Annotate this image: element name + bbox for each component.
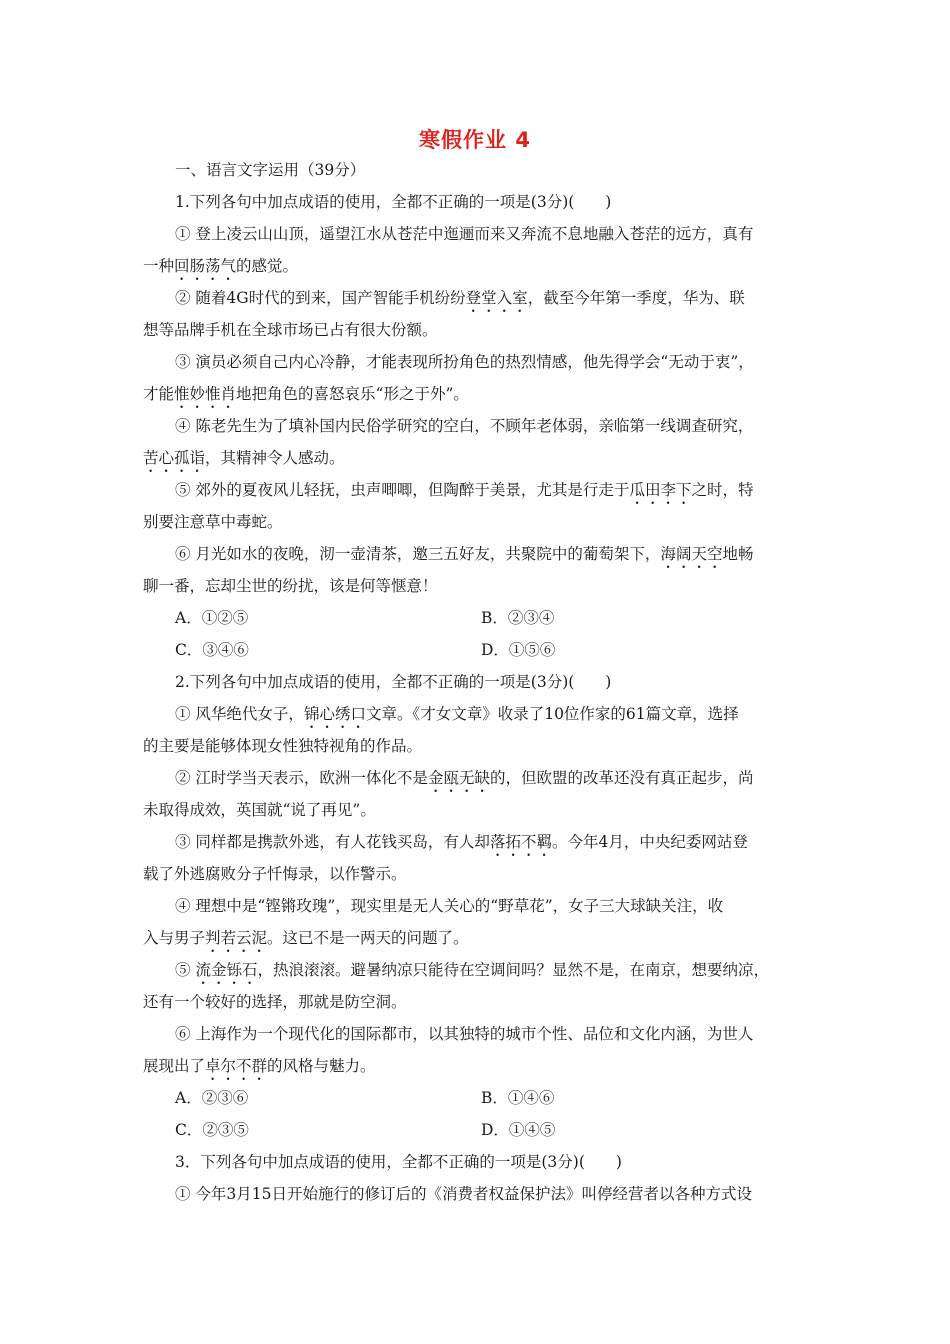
q2-s2-line2: 未取得成效，英国就“说了再见”。 <box>143 801 376 819</box>
q2-s3-line1: ③ 同样都是携款外逃，有人花钱买岛，有人却落拓不羁。今年4月，中央纪委网站登 <box>175 833 748 851</box>
q2-option-a: A．②③⑥ <box>175 1089 249 1107</box>
emphasized-idiom: 锦心绣口 <box>303 705 366 723</box>
q1-s1-line2: 一种回肠荡气的感觉。 <box>143 257 299 275</box>
q2-s6-line2: 展现出了卓尔不群的风格与魅力。 <box>143 1057 376 1075</box>
q1-option-d: D．①⑤⑥ <box>481 641 556 659</box>
emphasized-idiom: 惟妙惟肖 <box>174 385 237 403</box>
q2-s1-line2: 的主要是能够体现女性独特视角的作品。 <box>143 737 423 755</box>
q1-s2-line2: 想等品牌手机在全球市场已占有很大份额。 <box>143 321 438 339</box>
emphasized-idiom: 落拓不羁 <box>489 833 552 851</box>
q1-s5-line2: 别要注意草中毒蛇。 <box>143 513 283 531</box>
q1-option-a: A．①②⑤ <box>175 609 249 627</box>
q1-s4-line2: 苦心孤诣，其精神令人感动。 <box>143 449 345 467</box>
q1-s3-line2: 才能惟妙惟肖地把角色的喜怒哀乐“形之于外”。 <box>143 385 469 403</box>
q3-s1-line1: ① 今年3月15日开始施行的修订后的《消费者权益保护法》叫停经营者以各种方式设 <box>175 1185 753 1203</box>
page-title: 寒假作业 4 <box>419 128 531 152</box>
emphasized-idiom: 判若云泥 <box>205 929 268 947</box>
q2-stem: 2.下列各句中加点成语的使用，全都不正确的一项是(3分)( ) <box>175 673 612 691</box>
q1-option-b: B．②③④ <box>481 609 555 627</box>
emphasized-idiom: 瓜田李下 <box>629 481 692 499</box>
q1-s2-line1: ② 随着4G时代的到来，国产智能手机纷纷登堂入室，截至今年第一季度，华为、联 <box>175 289 745 307</box>
q2-s5-line2: 还有一个较好的选择，那就是防空洞。 <box>143 993 407 1011</box>
q1-s1-line1: ① 登上凌云山山顶，遥望江水从苍茫中迤逦而来又奔流不息地融入苍茫的远方，真有 <box>175 225 754 243</box>
q2-s4-line2: 入与男子判若云泥。这已不是一两天的问题了。 <box>143 929 469 947</box>
emphasized-idiom: 回肠荡气 <box>174 257 237 275</box>
q2-option-c: C．②③⑤ <box>175 1121 249 1139</box>
q1-s6-line2: 聊一番，忘却尘世的纷扰，该是何等惬意！ <box>143 577 438 595</box>
section-heading: 一、语言文字运用（39分） <box>175 161 366 179</box>
q1-stem: 1.下列各句中加点成语的使用，全都不正确的一项是(3分)( ) <box>175 193 612 211</box>
q1-option-c: C．③④⑥ <box>175 641 249 659</box>
emphasized-idiom: 金瓯无缺 <box>427 769 490 787</box>
emphasized-idiom: 海阔天空 <box>660 545 723 563</box>
emphasized-idiom: 流金铄石 <box>195 961 258 979</box>
q1-s6-line1: ⑥ 月光如水的夜晚，沏一壶清茶，邀三五好友，共聚院中的葡萄架下，海阔天空地畅 <box>175 545 754 563</box>
q1-s3-line1: ③ 演员必须自己内心冷静，才能表现所扮角色的热烈情感，他先得学会“无动于衷”， <box>175 353 754 371</box>
emphasized-idiom: 卓尔不群 <box>205 1057 268 1075</box>
q2-s2-line1: ② 江时学当天表示，欧洲一体化不是金瓯无缺的，但欧盟的改革还没有真正起步，尚 <box>175 769 754 787</box>
q3-stem: 3．下列各句中加点成语的使用，全都不正确的一项是(3分)( ) <box>175 1153 622 1171</box>
q2-option-b: B．①④⑥ <box>481 1089 555 1107</box>
q2-s3-line2: 载了外逃腐败分子忏悔录，以作警示。 <box>143 865 407 883</box>
q2-s4-line1: ④ 理想中是“铿锵玫瑰”，现实里是无人关心的“野草花”，女子三大球缺关注，收 <box>175 897 724 915</box>
emphasized-idiom: 登堂入室 <box>465 289 528 307</box>
emphasized-idiom: 苦心孤诣 <box>143 449 206 467</box>
q2-option-d: D．①④⑤ <box>481 1121 556 1139</box>
q2-s1-line1: ① 风华绝代女子，锦心绣口文章。《才女文章》收录了10位作家的61篇文章，选择 <box>175 705 739 723</box>
q1-s4-line1: ④ 陈老先生为了填补国内民俗学研究的空白，不顾年老体弱，亲临第一线调查研究， <box>175 417 754 435</box>
q1-s5-line1: ⑤ 郊外的夏夜风儿轻抚，虫声唧唧，但陶醉于美景，尤其是行走于瓜田李下之时，特 <box>175 481 754 499</box>
q2-s5-line1: ⑤ 流金铄石，热浪滚滚。避暑纳凉只能待在空调间吗？显然不是，在南京，想要纳凉， <box>175 961 769 979</box>
q2-s6-line1: ⑥ 上海作为一个现代化的国际都市，以其独特的城市个性、品位和文化内涵，为世人 <box>175 1025 754 1043</box>
